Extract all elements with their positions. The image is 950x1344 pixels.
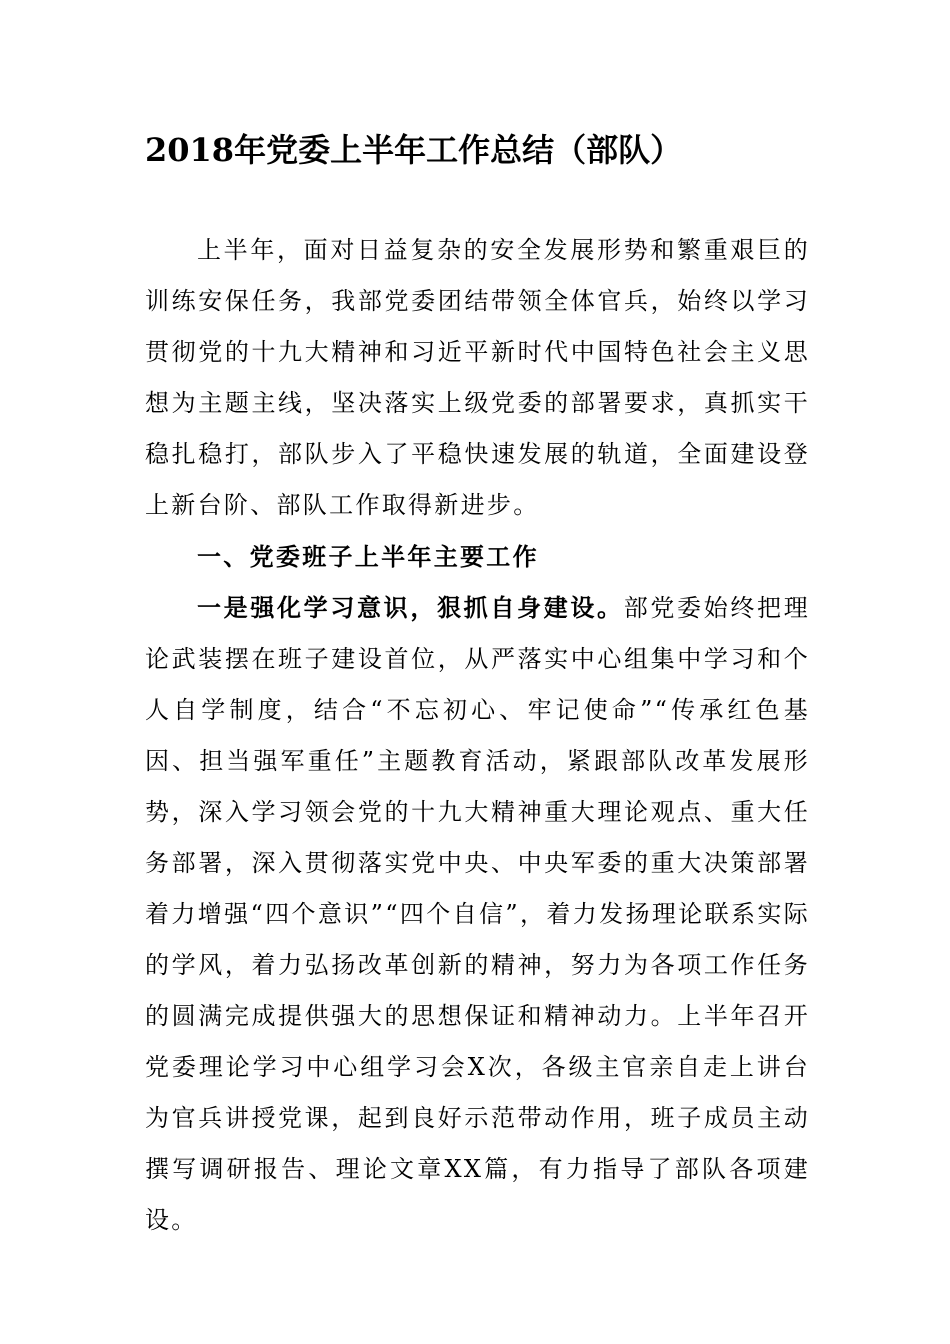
section-heading: 一、党委班子上半年主要工作	[197, 542, 539, 571]
point-body: 部党委始终把理论武装摆在班子建设首位，从严落实中心组集中学习和个人自学制度，结合“不忘初心、牢记使命”“传承红色基因、担当强军重任”主题教育活动，紧跟部队改革发展形势，深入学习领会党的十九大精神重大理论观点、重大任务部署，深入贯彻落实党中央、中央军委的重大决策部署着力增强“四个意识”“四个自信”，着力发扬理论联系实际的学风，着力弘扬改革创新的精神，努力为各项工作任务的圆满完成提供强大的思想保证和精神动力。上半年召开党委理论学习中心组学习会X次，各级主官亲自走上讲台为官兵讲授党课，起到良好示范带动作用，班子成员主动撰写调研报告、理论文章XX篇，有力指导了部队各项建设。	[145, 594, 810, 1234]
document-body	[145, 225, 810, 1246]
point-paragraph	[145, 582, 810, 1246]
point-lead: 一是强化学习意识，狠抓自身建设。	[197, 593, 624, 622]
document-title: 2018年党委上半年工作总结（部队）	[145, 131, 683, 169]
intro-paragraph: 上半年，面对日益复杂的安全发展形势和繁重艰巨的训练安保任务，我部党委团结带领全体官兵，始终以学习贯彻党的十九大精神和习近平新时代中国特色社会主义思想为主题主线，坚决落实上级党委的部署要求，真抓实干稳扎稳打，部队步入了平稳快速发展的轨道，全面建设登上新台阶、部队工作取得新进步。	[145, 236, 810, 519]
